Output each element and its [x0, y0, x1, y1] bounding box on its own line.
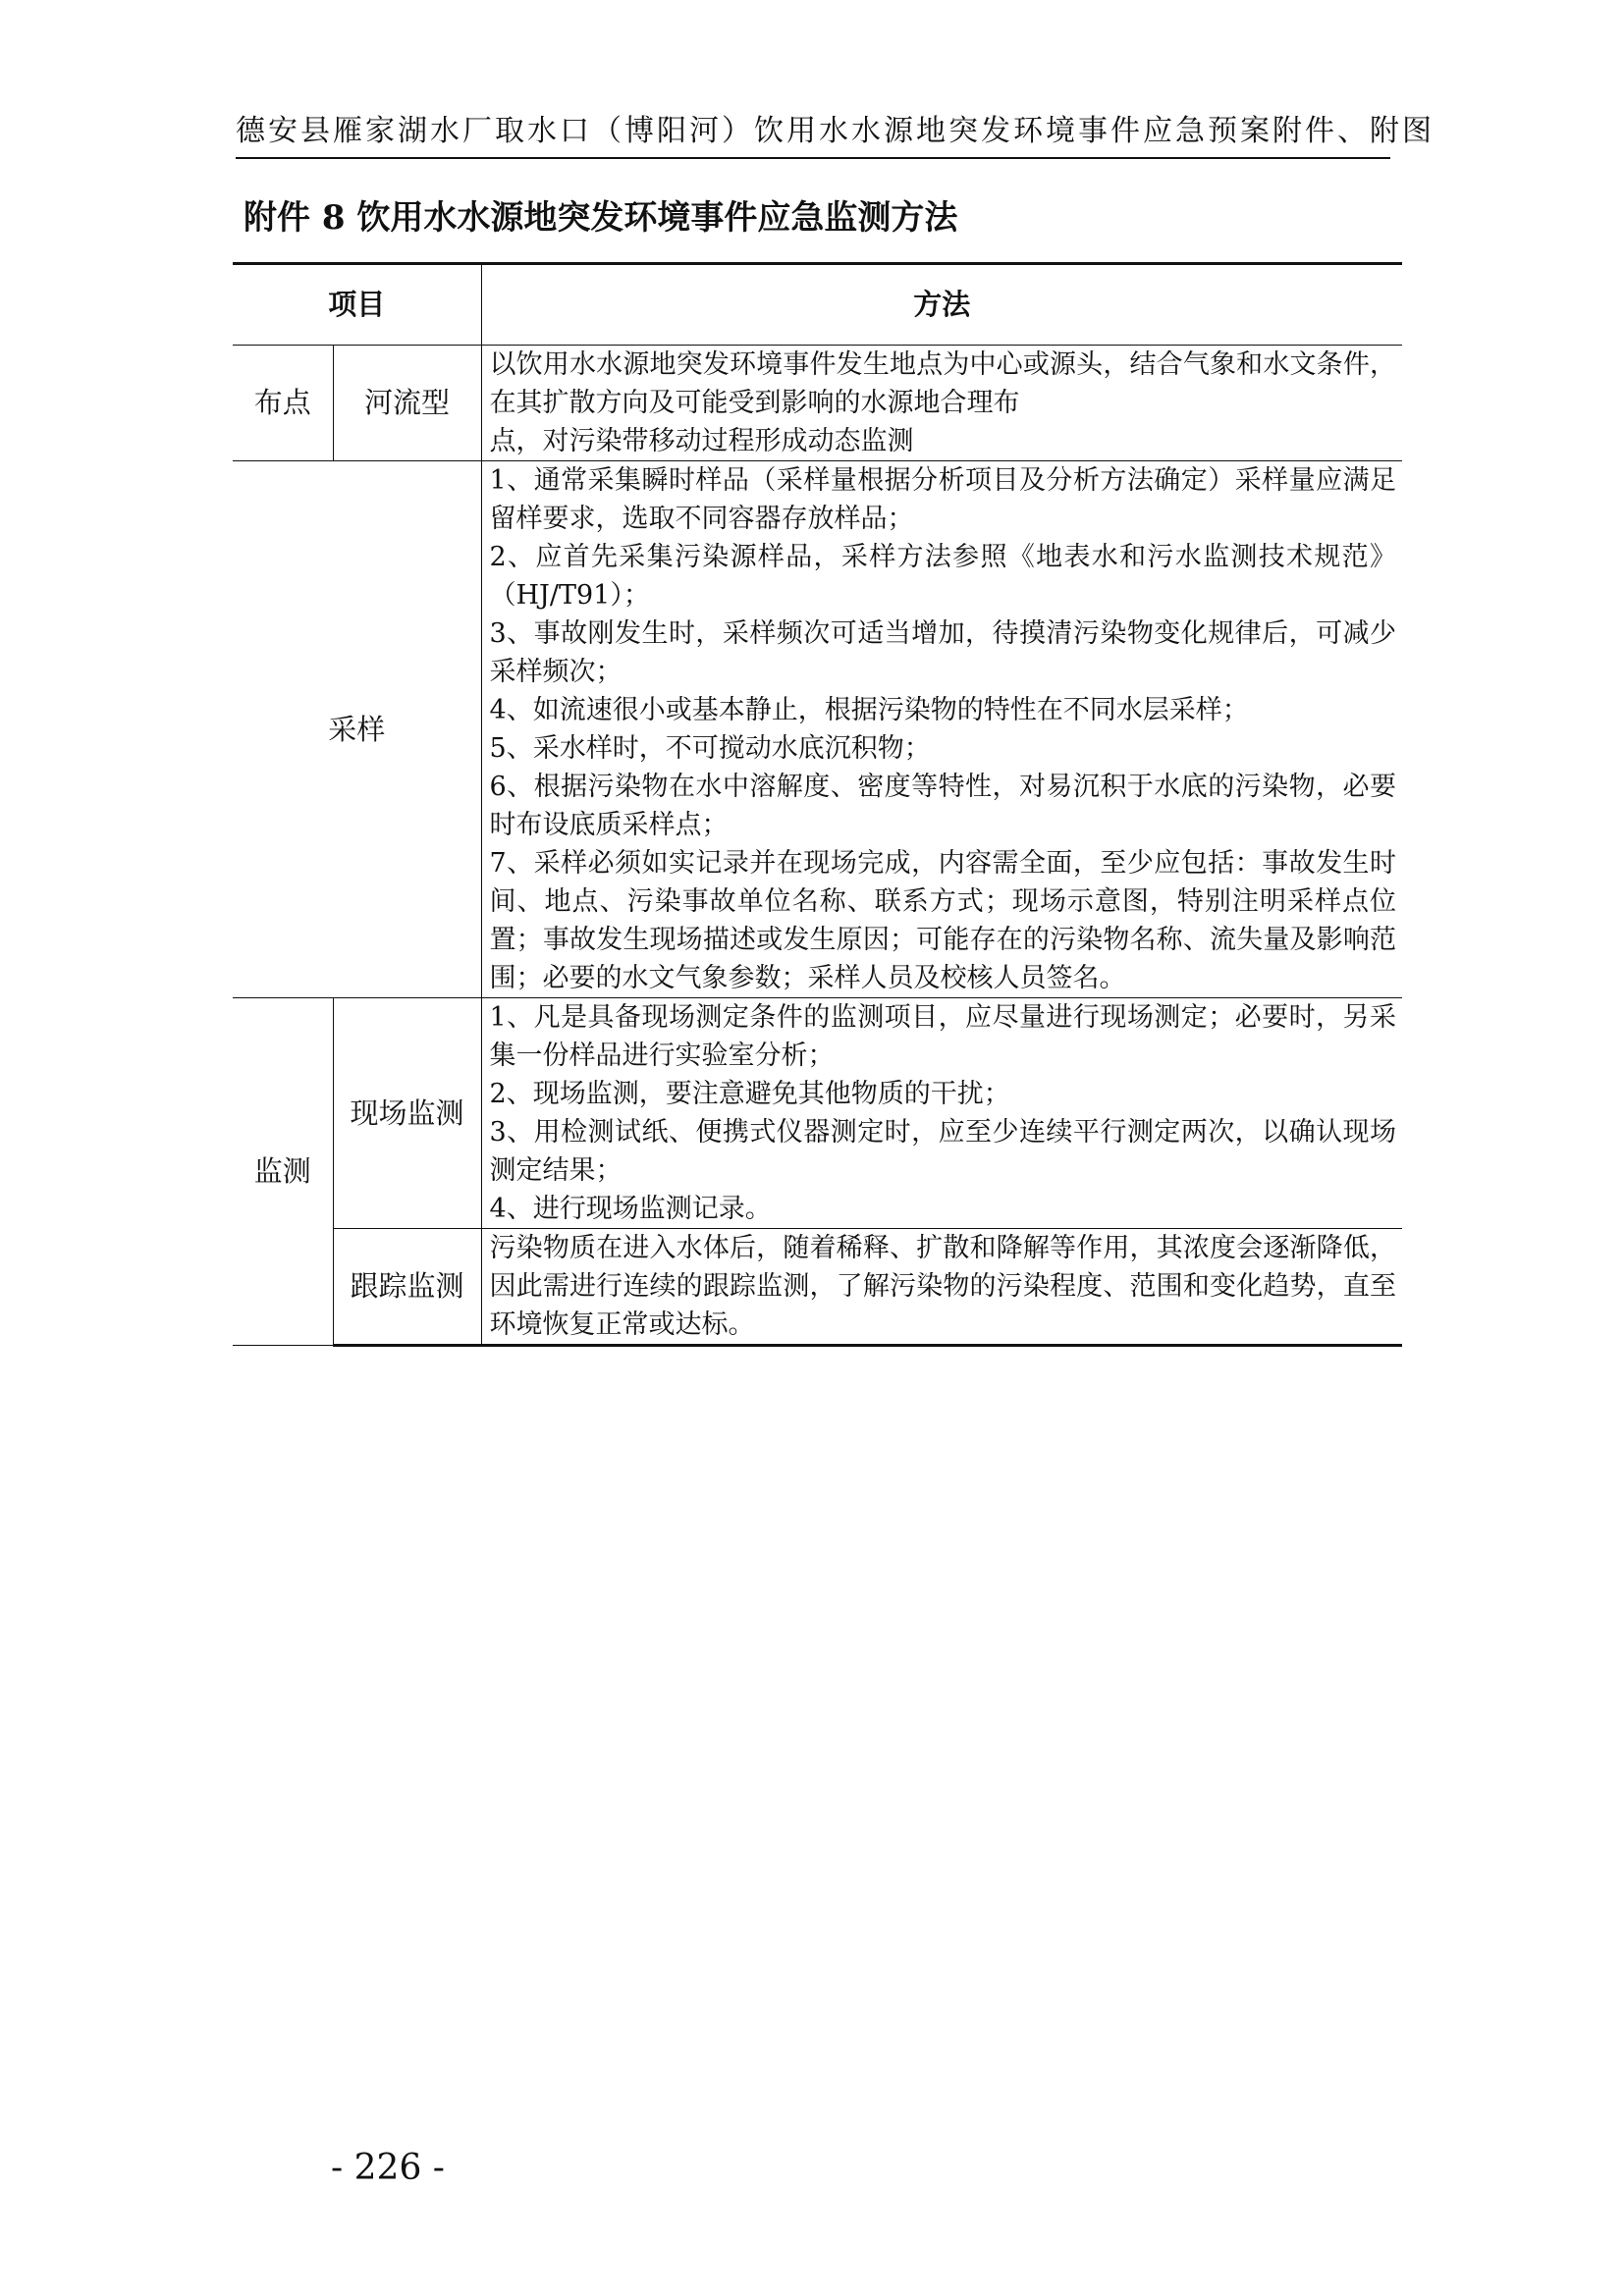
table-row-genzong	[233, 1229, 1402, 1346]
table-header-row	[233, 264, 1402, 346]
method-xianchang	[481, 998, 1402, 1229]
method-line: 3、事故刚发生时，采样频次可适当增加，待摸清污染物变化规律后，可减少采样频次；	[489, 618, 1397, 687]
method-line: 污染物质在进入水体后，随着稀释、扩散和降解等作用，其浓度会逐渐降低，因此需进行连续的跟踪监测，了解污染物的污染程度、范围和变化趋势，直至环境恢复正常或达标。	[489, 1233, 1397, 1340]
method-line: 1、凡是具备现场测定条件的监测项目，应尽量进行现场测定；必要时，另采集一份样品进行实验室分析；	[489, 1002, 1397, 1071]
method-line: 7、采样必须如实记录并在现场完成，内容需全面，至少应包括：事故发生时间、地点、污染事故单位名称、联系方式；现场示意图，特别注明采样点位置；事故发生现场描述或发生原因；可能存在的污染物名称、流失量及影响范围；必要的水文气象参数；采样人员及校核人员签名。	[489, 848, 1397, 993]
method-line: 2、现场监测，要注意避免其他物质的干扰；	[489, 1079, 1010, 1109]
method-line: 6、根据污染物在水中溶解度、密度等特性，对易沉积于水底的污染物，必要时布设底质采样点；	[489, 772, 1397, 840]
running-header: 德安县雁家湖水厂取水口（博阳河）饮用水水源地突发环境事件应急预案附件、附图	[236, 114, 1435, 148]
method-line: 1、通常采集瞬时样品（采样量根据分析项目及分析方法确定）采样量应满足留样要求，选取不同容器存放样品；	[489, 465, 1397, 534]
header-rule	[236, 157, 1390, 159]
subcategory-tracking: 跟踪监测	[333, 1229, 481, 1346]
method-line: 4、如流速很小或基本静止，根据污染物的特性在不同水层采样；	[489, 695, 1249, 725]
method-caiyang	[481, 461, 1402, 998]
header-item: 项目	[233, 264, 481, 346]
header-method: 方法	[481, 264, 1402, 346]
method-line: 3、用检测试纸、便携式仪器测定时，应至少连续平行测定两次，以确认现场测定结果；	[489, 1117, 1397, 1186]
monitoring-method-table	[233, 262, 1402, 1347]
category-caiyang: 采样	[233, 461, 481, 998]
method-budian	[481, 346, 1402, 461]
category-jiance: 监测	[233, 998, 333, 1346]
table-row-budian	[233, 346, 1402, 461]
method-line: 4、进行现场监测记录。	[489, 1194, 772, 1224]
method-line: 5、采水样时，不可搅动水底沉积物；	[489, 733, 931, 764]
document-title: 附件 8 饮用水水源地突发环境事件应急监测方法	[244, 198, 958, 238]
subcategory-river: 河流型	[333, 346, 481, 461]
method-line: 以饮用水水源地突发环境事件发生地点为中心或源头，结合气象和水文条件，在其扩散方向及可能受到影响的水源地合理布	[489, 349, 1397, 418]
category-budian: 布点	[233, 346, 333, 461]
method-genzong	[481, 1229, 1402, 1346]
method-line: 点，对污染带移动过程形成动态监测	[489, 426, 914, 456]
table-row-xianchang	[233, 998, 1402, 1229]
method-line: 2、应首先采集污染源样品，采样方法参照《地表水和污水监测技术规范》（HJ/T91）；	[489, 542, 1397, 611]
page-number: - 226 -	[331, 2148, 445, 2188]
subcategory-onsite: 现场监测	[333, 998, 481, 1229]
table-row-caiyang	[233, 461, 1402, 998]
